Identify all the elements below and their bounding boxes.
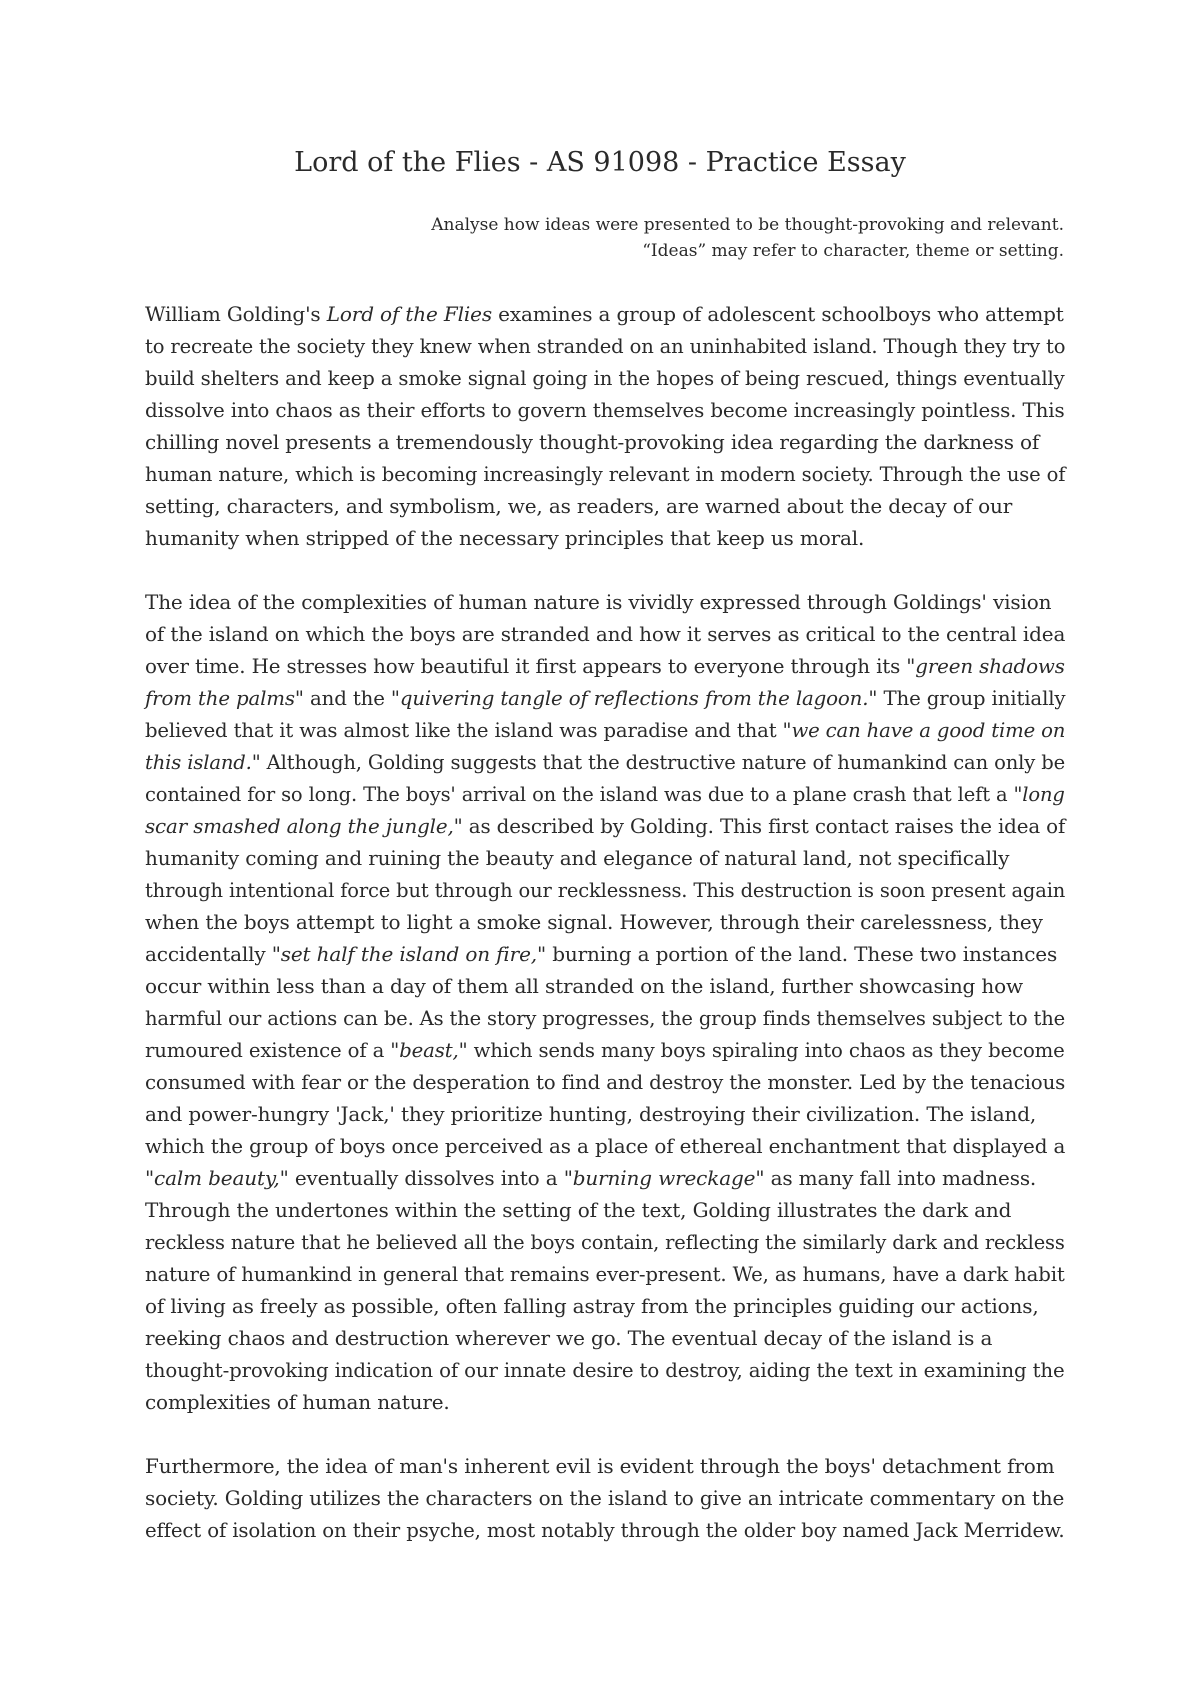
body-text: The idea of the complexities of human nature is vividly expressed through Goldings' vision — [145, 590, 1052, 614]
body-text: rumoured existence of a — [145, 1038, 391, 1062]
text-line — [145, 1354, 1065, 1386]
body-text: " Although, Golding suggests that the destructive nature of humankind can only be — [251, 750, 1066, 774]
body-text: to recreate the society they knew when stranded on an uninhabited island. Though they try to — [145, 334, 1066, 358]
body-text: " which sends many boys spiraling into chaos as they become — [458, 1038, 1065, 1062]
text-line — [145, 490, 1065, 522]
text-line — [145, 1450, 1065, 1482]
text-line — [145, 1066, 1066, 1098]
text-line — [145, 426, 1065, 458]
paragraph — [145, 1450, 1065, 1546]
body-text: humanity coming and ruining the beauty and elegance of natural land, not specifically — [145, 846, 1010, 870]
text-line — [145, 746, 1066, 778]
text-line — [145, 1162, 1065, 1194]
paragraph-gap — [145, 1418, 1065, 1450]
body-text: chilling novel presents a tremendously thought-provoking idea regarding the darkness of — [145, 430, 1040, 454]
quote-text: "long — [1013, 782, 1065, 806]
body-text: nature of humankind in general that remains ever-present. We, as humans, have a dark habit — [145, 1262, 1065, 1286]
body-text: " as described by Golding. This first contact raises the idea of — [453, 814, 1066, 838]
text-line — [145, 1130, 1066, 1162]
text-line — [145, 330, 1066, 362]
text-line — [145, 618, 1064, 650]
body-text: contained for so long. The boys' arrival on the island was due to a plane crash that left a — [145, 782, 1014, 806]
body-text: consumed with fear or the desperation to find and destroy the monster. Led by the tenacious — [145, 1070, 1066, 1094]
body-text: reeking chaos and destruction wherever we go. The eventual decay of the island is a — [145, 1326, 993, 1350]
quote-text: "calm beauty, — [145, 1166, 280, 1190]
quote-text: from the palms — [145, 686, 295, 710]
text-line — [145, 1034, 1065, 1066]
text-line — [145, 1290, 1065, 1322]
text-line — [145, 874, 1066, 906]
text-line — [145, 362, 1065, 394]
body-text: setting, characters, and symbolism, we, as readers, are warned about the decay of our — [145, 494, 1013, 518]
body-text: Furthermore, the idea of man's inherent evil is evident through the boys' detachment from — [145, 1454, 1055, 1478]
body-text: complexities of human nature. — [145, 1390, 450, 1414]
text-line — [145, 970, 1065, 1002]
text-line — [145, 810, 1066, 842]
quote-text: scar smashed along the jungle, — [145, 814, 454, 838]
text-line — [145, 650, 1065, 682]
text-line — [145, 1226, 1065, 1258]
text-line — [145, 1482, 1065, 1514]
text-line — [145, 842, 1065, 874]
text-line — [145, 394, 1065, 426]
body-text: society. Golding utilizes the characters on the island to give an intricate commentary on the — [145, 1486, 1065, 1510]
quote-text: Lord of the Flies — [326, 302, 492, 326]
quote-text: "beast, — [390, 1038, 459, 1062]
text-line — [145, 586, 1065, 618]
body-text: examines a group of adolescent schoolboys who attempt — [491, 302, 1064, 326]
body-text: which the group of boys once perceived as a place of ethereal enchantment that displayed a — [145, 1134, 1066, 1158]
body-text: effect of isolation on their psyche, most notably through the older boy named Jack Merridew. — [145, 1518, 1065, 1542]
body-text: harmful our actions can be. As the story progresses, the group finds themselves subject to the — [145, 1006, 1066, 1030]
quote-text: "we can have a good time on — [782, 718, 1066, 742]
text-line — [145, 1386, 1065, 1418]
essay-body — [145, 298, 1065, 1546]
body-text: " and the " — [294, 686, 400, 710]
paragraph — [145, 298, 1065, 554]
text-line — [145, 298, 1065, 330]
text-line — [145, 1258, 1065, 1290]
body-text: over time. He stresses how beautiful it first appears to everyone through its — [145, 654, 907, 678]
body-text: thought-provoking indication of our innate desire to destroy, aiding the text in examining the — [145, 1358, 1065, 1382]
text-line — [145, 682, 1066, 714]
essay-title: Lord of the Flies - AS 91098 - Practice Essay — [294, 147, 906, 178]
text-line — [145, 522, 1065, 554]
body-text: humanity when stripped of the necessary principles that keep us moral. — [145, 526, 865, 550]
text-line — [145, 906, 1065, 938]
quote-text: "burning wreckage — [563, 1166, 756, 1190]
body-text: when the boys attempt to light a smoke signal. However, through their carelessness, they — [145, 910, 1043, 934]
text-line — [145, 1194, 1065, 1226]
prompt-line: “Ideas” may refer to character, theme or setting. — [642, 241, 1064, 261]
body-text: reckless nature that he believed all the boys contain, reflecting the similarly dark and reckless — [145, 1230, 1065, 1254]
text-line — [145, 714, 1066, 746]
body-text: Through the undertones within the setting of the text, Golding illustrates the dark and — [145, 1198, 1012, 1222]
body-text: " eventually dissolves into a — [279, 1166, 564, 1190]
body-text: William Golding's — [145, 302, 327, 326]
body-text: " burning a portion of the land. These two instances — [536, 942, 1058, 966]
body-text: occur within less than a day of them all stranded on the island, further showcasing how — [145, 974, 1023, 998]
quote-text: "green shadows — [906, 654, 1065, 678]
body-text: and power-hungry 'Jack,' they prioritize hunting, destroying their civilization. The island, — [145, 1102, 1037, 1126]
body-text: accidentally — [145, 942, 272, 966]
text-line — [145, 938, 1065, 970]
text-line — [145, 1098, 1065, 1130]
text-line — [145, 778, 1065, 810]
body-text: of living as freely as possible, often falling astray from the principles guiding our actions, — [145, 1294, 1039, 1318]
prompt-line: Analyse how ideas were presented to be thought-provoking and relevant. — [431, 215, 1064, 235]
text-line — [145, 1322, 1065, 1354]
quote-text: quivering tangle of reflections from the lagoon. — [399, 686, 869, 710]
body-text: " The group initially — [868, 686, 1066, 710]
body-text: of the island on which the boys are stranded and how it serves as critical to the central idea — [145, 622, 1066, 646]
text-line — [145, 1514, 1065, 1546]
text-line — [145, 1002, 1066, 1034]
body-text: " as many fall into madness. — [755, 1166, 1037, 1190]
paragraph-gap — [145, 554, 1065, 586]
body-text: dissolve into chaos as their efforts to govern themselves become increasingly pointless. This — [145, 398, 1065, 422]
quote-text: this island. — [145, 750, 252, 774]
body-text: human nature, which is becoming increasingly relevant in modern society. Through the use of — [145, 462, 1066, 486]
body-text: through intentional force but through our recklessness. This destruction is soon present again — [145, 878, 1066, 902]
body-text: build shelters and keep a smoke signal going in the hopes of being rescued, things eventually — [145, 366, 1065, 390]
text-line — [145, 458, 1066, 490]
essay-prompt — [431, 212, 1064, 264]
paragraph — [145, 586, 1065, 1418]
quote-text: "set half the island on fire, — [271, 942, 537, 966]
body-text: believed that it was almost like the island was paradise and that — [145, 718, 783, 742]
